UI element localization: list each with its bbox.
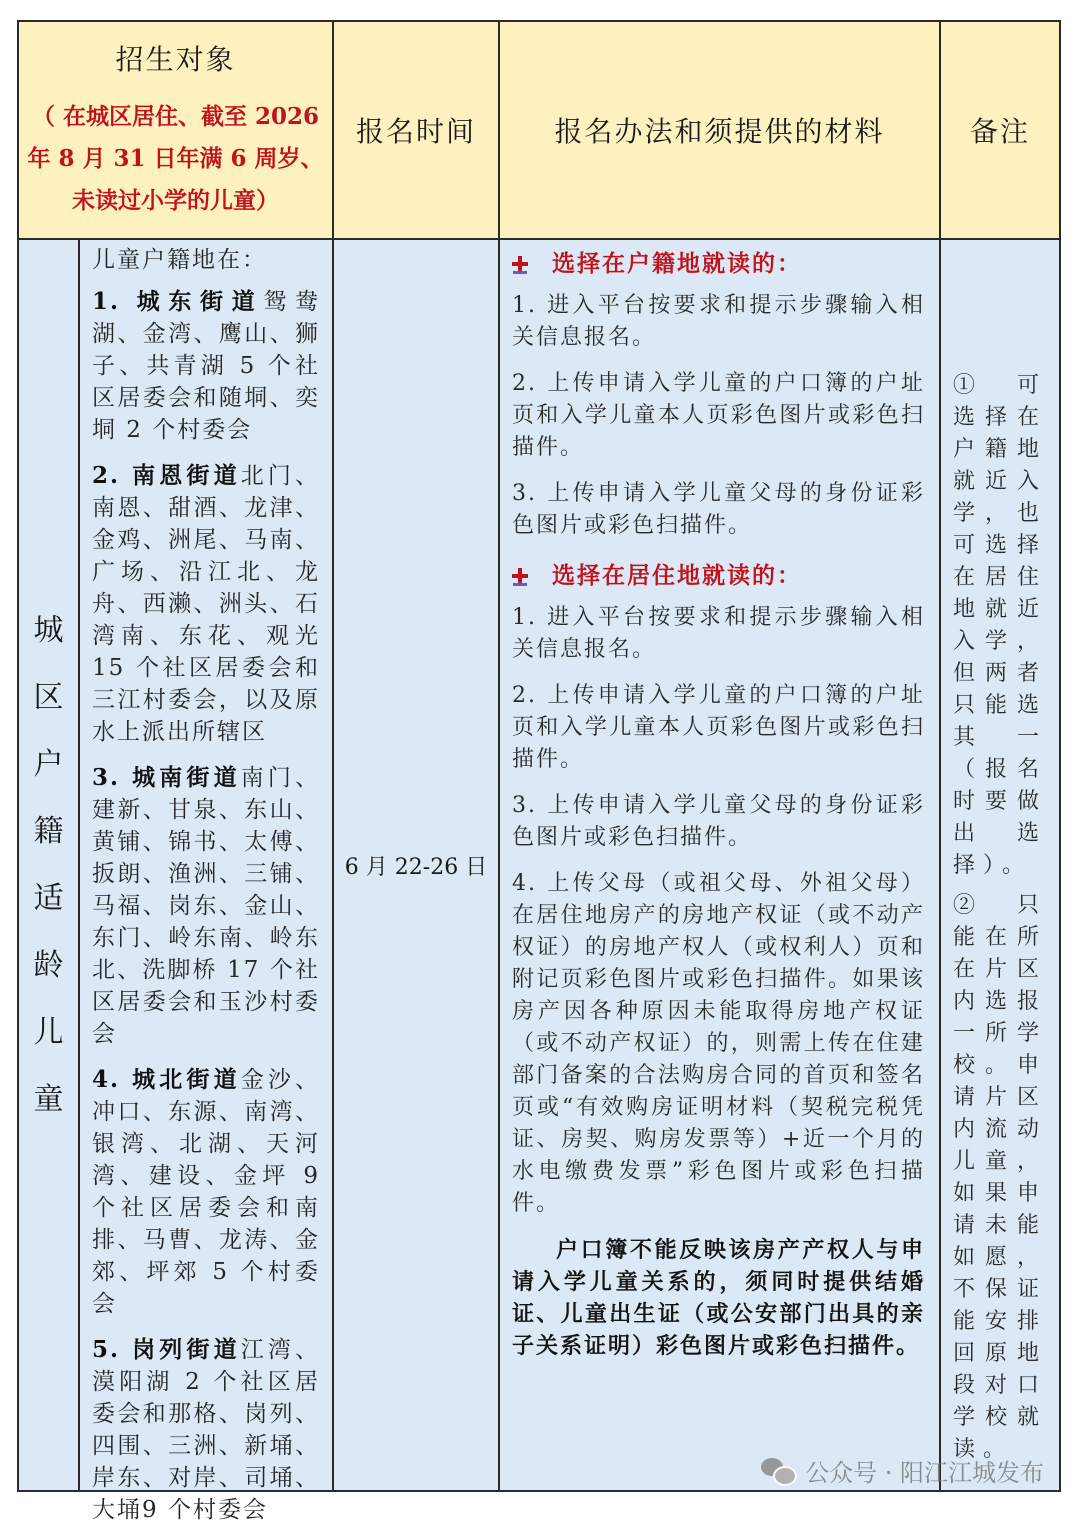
area-item-text: 南门、建新、甘泉、东山、黄铺、锦书、太傅、扳朗、渔洲、三铺、马福、岗东、金山、东门、岭东南、岭东北、洗脚桥 17 个社区居委会和玉沙村委会 bbox=[92, 765, 320, 1047]
method-item: 2. 上传申请入学儿童的户口簿的户址页和入学儿童本人页彩色图片或彩色扫描件。 bbox=[512, 683, 925, 772]
area-item bbox=[92, 762, 320, 1050]
method-item: 2. 上传申请入学儿童的户口簿的户址页和入学儿童本人页彩色图片或彩色扫描件。 bbox=[512, 371, 925, 460]
criteria-line-3: 未读过小学的儿童） bbox=[72, 187, 279, 214]
category-char: 童 bbox=[33, 1082, 64, 1117]
method-item: 1. 进入平台按要求和提示步骤输入相关信息报名。 bbox=[512, 605, 925, 662]
method-item: 3. 上传申请入学儿童父母的身份证彩色图片或彩色扫描件。 bbox=[512, 793, 925, 850]
header-registration-time bbox=[334, 22, 498, 238]
criteria-line-2: 年 8 月 31 日年满 6 周岁、 bbox=[27, 145, 324, 172]
column-divider bbox=[939, 22, 941, 1490]
header-enrollment-target bbox=[19, 22, 332, 238]
method-item: 4. 上传父母（或祖父母、外祖父母）在居住地房产的房地产权证（或不动产权证）的房地产权人（或权利人）页和附记页彩色图片或彩色扫描件。如果该房产因各种原因未能取得房地产权证（或不动产权证）的，则需上传在住建部门备案的合法购房合同的首页和签名页或“有效购房证明材料（契税完税凭证、房契、购房发票等）+近一个月的水电缴费发票”彩色图片或彩色扫描件。 bbox=[512, 871, 925, 1216]
section-title: 选择在户籍地就读的： bbox=[552, 250, 802, 277]
plus-bullet-icon bbox=[512, 256, 528, 272]
header-divider bbox=[19, 238, 1059, 240]
column-divider bbox=[332, 22, 334, 1490]
header-remarks bbox=[941, 22, 1059, 238]
method-item: 3. 上传申请入学儿童父母的身份证彩色图片或彩色扫描件。 bbox=[512, 481, 925, 538]
enrollment-table bbox=[17, 20, 1061, 1523]
remark-item: ① 可选择在户籍地就近入学，也可选择在居住地就近入学，但两者只能选其一（报名时要做出选择）。 bbox=[953, 373, 1047, 878]
area-lead: 儿童户籍地在： bbox=[92, 247, 267, 273]
area-item-name: 2. 南恩街道 bbox=[92, 462, 241, 489]
area-item-name: 1. 城东街道 bbox=[92, 288, 264, 315]
category-char: 龄 bbox=[33, 948, 64, 983]
household-area-cell bbox=[80, 240, 332, 1523]
header-time-title: 报名时间 bbox=[355, 115, 476, 148]
registration-date: 6 月 22-26 日 bbox=[344, 854, 488, 880]
remark-item: ② 只能在所在片区内选报一所学校。申请片区内流动儿童，如果申请未能如愿，不保证能安排回原地段对口学校就读。 bbox=[953, 893, 1047, 1462]
method-item: 1. 进入平台按要求和提示步骤输入相关信息报名。 bbox=[512, 293, 925, 350]
area-item-text: 鸳鸯湖、金湾、鹰山、狮子、共青湖 5 个社区居委会和随垌、奕垌 2 个村委会 bbox=[92, 289, 320, 443]
watermark-text: 公众号 · 阳江江城发布 bbox=[805, 1459, 1044, 1487]
category-char: 籍 bbox=[33, 814, 64, 849]
column-divider bbox=[78, 238, 80, 1490]
registration-time-cell bbox=[334, 240, 498, 1490]
header-target-title: 招生对象 bbox=[115, 43, 236, 76]
header-method-title: 报名办法和须提供的材料 bbox=[554, 115, 885, 148]
remarks-cell bbox=[941, 240, 1059, 1490]
area-item bbox=[92, 1064, 320, 1320]
header-remarks-title: 备注 bbox=[969, 115, 1030, 148]
method-note: 户口簿不能反映该房产产权人与申请入学儿童关系的，须同时提供结婚证、儿童出生证（或公安部门出具的亲子关系证明）彩色图片或彩色扫描件。 bbox=[512, 1237, 925, 1359]
category-char: 户 bbox=[33, 747, 64, 782]
header-registration-method bbox=[500, 22, 939, 238]
area-item-name: 4. 城北街道 bbox=[92, 1066, 241, 1093]
area-item-text: 北门、南恩、甜酒、龙津、金鸡、洲尾、马南、广场、沿江北、龙舟、西濑、洲头、石湾南、东花、观光 15 个社区居委会和三江村委会，以及原水上派出所辖区 bbox=[92, 463, 320, 745]
plus-bullet-icon bbox=[512, 568, 528, 584]
section-residence-heading bbox=[512, 560, 925, 592]
criteria-line-1: （ 在城区居住、截至 2026 bbox=[31, 103, 320, 130]
section-hukou-heading bbox=[512, 248, 925, 280]
wechat-icon bbox=[761, 1458, 795, 1484]
area-item-name: 3. 城南街道 bbox=[92, 764, 241, 791]
area-item bbox=[92, 1334, 320, 1526]
column-divider bbox=[498, 22, 500, 1490]
category-char: 区 bbox=[33, 680, 64, 715]
watermark bbox=[761, 1453, 1044, 1488]
section-title: 选择在居住地就读的： bbox=[552, 562, 802, 589]
category-char: 适 bbox=[33, 881, 64, 916]
category-char: 儿 bbox=[33, 1015, 64, 1050]
category-char: 城 bbox=[33, 613, 64, 648]
area-item bbox=[92, 286, 320, 446]
area-item-name: 5. 岗列街道 bbox=[92, 1336, 241, 1363]
area-item-text: 江湾、漠阳湖 2 个社区居委会和那格、岗列、四围、三洲、新埇、岸东、对岸、司埇、大埇9 个村委会 bbox=[92, 1337, 320, 1523]
method-cell bbox=[500, 240, 939, 1490]
area-item-text: 金沙、冲口、东源、南湾、银湾、北湖、天河湾、建设、金坪 9 个社区居委会和南排、马曹、龙涛、金郊、坪郊 5 个村委会 bbox=[92, 1067, 320, 1317]
header-target-criteria bbox=[27, 96, 323, 222]
area-item bbox=[92, 460, 320, 748]
category-cell bbox=[19, 240, 78, 1490]
